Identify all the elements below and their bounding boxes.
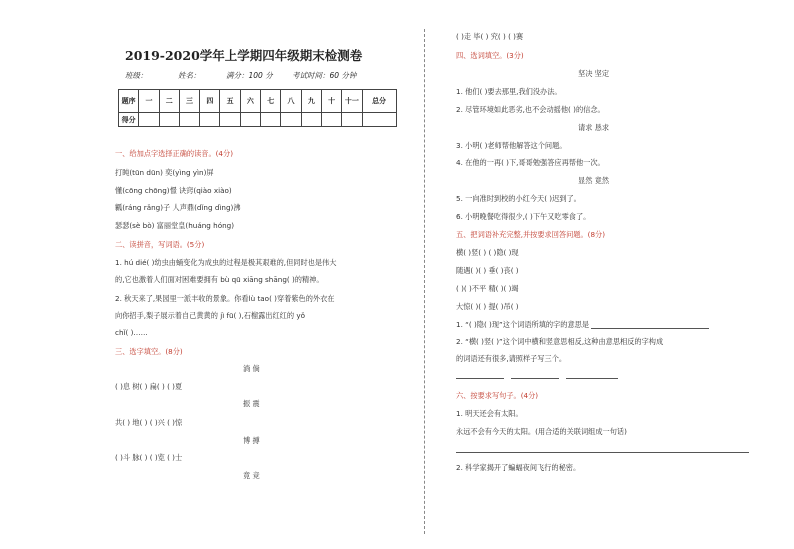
section-1-title: 一、给加点字选择正确的读音。(4分) — [115, 149, 233, 158]
s4-question: 5. 一向准时到校的小红今天( )迟到了。 — [456, 194, 581, 203]
section-2-title: 二、读拼音，写词语。(5分) — [115, 240, 205, 249]
s4-question: 3. 小明( )老师帮他解答这个问题。 — [456, 141, 567, 150]
s4-word-pair: 坚决 坚定 — [578, 69, 610, 78]
score-cell[interactable] — [159, 113, 179, 127]
s5-row: ( )( )不平 精( )( )竭 — [456, 284, 519, 293]
score-table-header — [119, 90, 397, 113]
s1-line: 瓤(ráng rǎng)子 人声鼎(dǐng dìng)沸 — [115, 203, 241, 212]
s5-row: 大惊( )( ) 提( )吊( ) — [456, 302, 519, 311]
score-cell[interactable] — [179, 113, 199, 127]
s4-question: 1. 他们( )要去那里,我们没办法。 — [456, 87, 562, 96]
name-label: 姓名： — [178, 71, 201, 80]
section-4-title: 四、选词填空。(3分) — [456, 51, 524, 60]
s6-question: 永远不会有今天的太阳。(用合适的关联词组成一句话) — [456, 427, 627, 436]
full-score-label: 满分：100 分 — [226, 71, 273, 80]
header-cell: 总分 — [362, 90, 396, 113]
header-cell: 七 — [261, 90, 281, 113]
s1-line: 懂(cōng chōng)憬 诀窍(qiào xiào) — [115, 186, 232, 195]
s3-choice: 振 震 — [243, 399, 260, 408]
s2-line: 的,它也激着人们面对困难要拥有 bù qū xiāng shāng( )的精神。 — [115, 275, 324, 284]
score-cell[interactable] — [240, 113, 260, 127]
s2-line: chǐ( )…… — [115, 328, 148, 337]
score-cell[interactable] — [321, 113, 341, 127]
score-cell[interactable] — [261, 113, 281, 127]
s5-question: 的词语还有很多,请照样子写三个。 — [456, 354, 567, 363]
header-cell: 九 — [301, 90, 321, 113]
score-table-row — [119, 113, 397, 127]
top-line: ( )走 毕( ) 究( ) ( )赛 — [456, 32, 524, 41]
header-cell: 十一 — [342, 90, 362, 113]
answer-line[interactable] — [456, 452, 749, 453]
row-label: 得分 — [119, 113, 139, 127]
s2-line: 向你招手,梨子展示着自己黄黄的 jì fū( ),石榴露出红红的 yǒ — [115, 311, 305, 320]
answer-line[interactable] — [566, 378, 618, 379]
s4-word-pair: 显然 竟然 — [578, 176, 610, 185]
answer-line[interactable] — [591, 320, 709, 329]
score-table — [118, 89, 397, 127]
section-3-title: 三、选字填空。(8分) — [115, 347, 183, 356]
s6-question: 1. 明天还会有太阳。 — [456, 409, 523, 418]
s5-question: 2. “横( )竖( )”这个词中横和竖意思相反,这种由意思相反的字构成 — [456, 337, 664, 346]
s1-line: 瑟瑟(sè bò) 富丽堂皇(huáng hóng) — [115, 221, 235, 230]
score-cell[interactable] — [362, 113, 396, 127]
header-cell: 八 — [281, 90, 301, 113]
s3-choice: 竟 竞 — [243, 471, 260, 480]
s3-line: ( )斗 脉( ) ( )览 ( )士 — [115, 453, 183, 462]
s4-question: 2. 尽管环境如此恶劣,也不会动摇他( )的信念。 — [456, 105, 605, 114]
header-cell: 四 — [200, 90, 220, 113]
answer-line[interactable] — [456, 378, 504, 379]
s4-question: 4. 在他的一再( )下,哥哥勉强答应再帮他一次。 — [456, 158, 605, 167]
header-cell: 十 — [321, 90, 341, 113]
header-cell: 一 — [139, 90, 159, 113]
s5-row: 随遇( )( ) 垂( )丧( ) — [456, 266, 519, 275]
s3-choice: 博 搏 — [243, 436, 260, 445]
s5-question — [456, 320, 709, 329]
exam-time-label: 考试时间：60 分钟 — [292, 71, 357, 80]
score-cell[interactable] — [342, 113, 362, 127]
page-title: 2019-2020学年上学期四年级期末检测卷 — [125, 48, 363, 63]
score-cell[interactable] — [220, 113, 240, 127]
score-cell[interactable] — [139, 113, 159, 127]
s3-line: ( )息 树( ) 扁( ) ( )夏 — [115, 382, 183, 391]
s4-question: 6. 小明晚餐吃得很少,( )下午又吃零食了。 — [456, 212, 591, 221]
s5-question-text: 1. “( )隐( )现”这个词语所填的字的意思是 — [456, 320, 590, 329]
header-cell: 三 — [179, 90, 199, 113]
s2-line: 1. hú dié( )幼虫由蛹变化为成虫的过程是极其艰难的,但同时也是伟大 — [115, 258, 337, 267]
s3-choice: 淌 倘 — [243, 364, 260, 373]
section-6-title: 六、按要求写句子。(4分) — [456, 391, 539, 400]
s3-line: 共( ) 地( ) ( )兴 ( )惊 — [115, 418, 183, 427]
score-cell[interactable] — [301, 113, 321, 127]
header-cell: 六 — [240, 90, 260, 113]
answer-line[interactable] — [511, 378, 559, 379]
section-5-title: 五、把词语补充完整,并按要求回答问题。(8分) — [456, 230, 606, 239]
s6-question: 2. 科学家揭开了蝙蝠夜间飞行的秘密。 — [456, 463, 581, 472]
header-cell: 题序 — [119, 90, 139, 113]
header-cell: 五 — [220, 90, 240, 113]
s2-line: 2. 秋天来了,果园里一派丰收的景象。你看lù tao( )穿着紫色的外衣在 — [115, 294, 335, 303]
score-cell[interactable] — [281, 113, 301, 127]
class-label: 班级： — [125, 71, 148, 80]
header-cell: 二 — [159, 90, 179, 113]
column-divider — [424, 29, 425, 534]
score-cell[interactable] — [200, 113, 220, 127]
s5-row: 横( )竖( ) ( )隐( )现 — [456, 248, 519, 257]
s4-word-pair: 请求 恳求 — [578, 123, 610, 132]
s1-line: 打盹(tūn dūn) 奕(yìng yìn)屏 — [115, 168, 214, 177]
